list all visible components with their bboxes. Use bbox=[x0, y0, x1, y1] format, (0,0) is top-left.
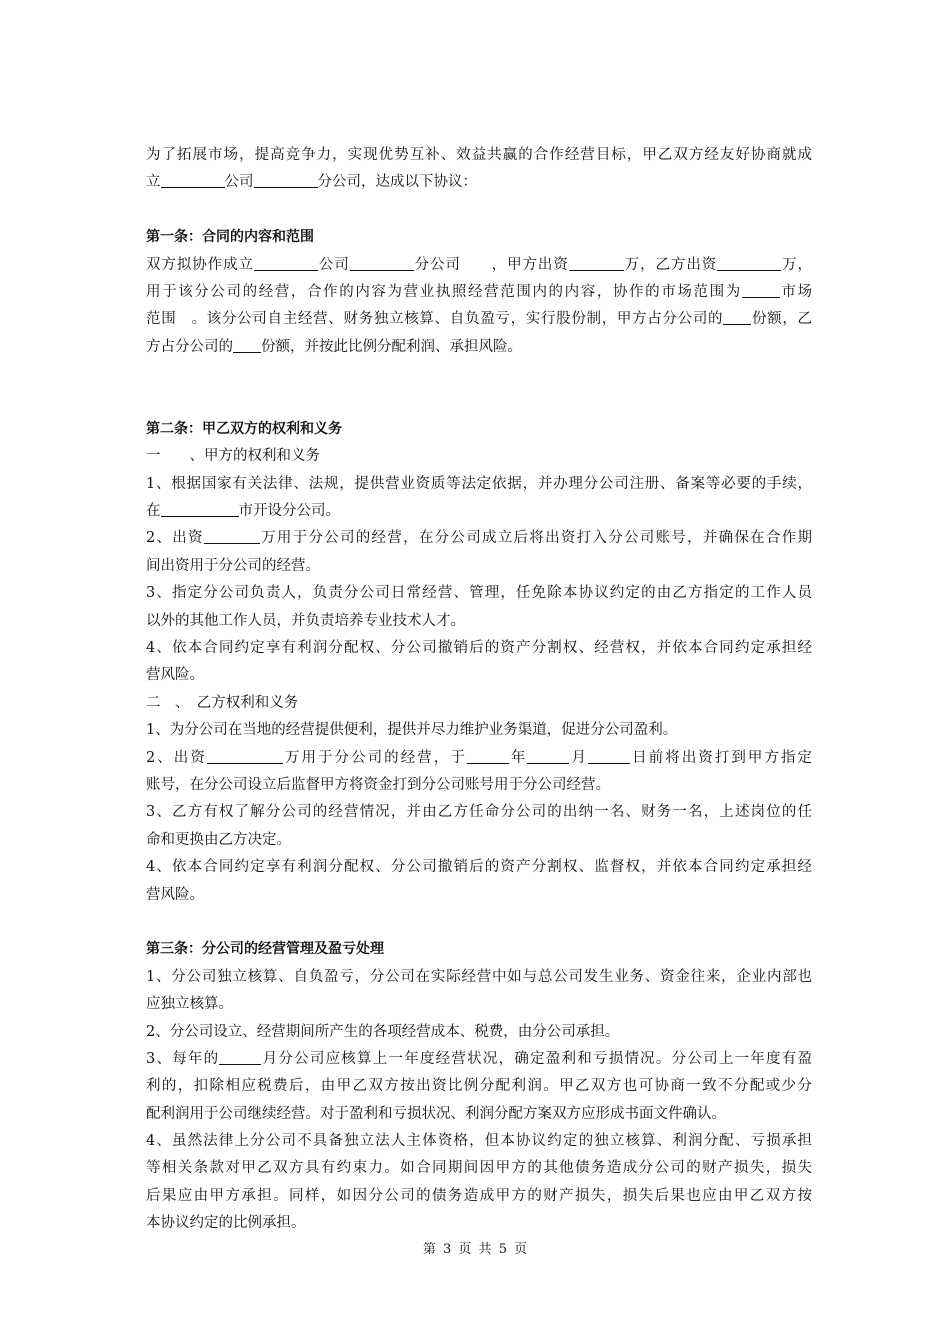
paragraph: 4、依本合同约定享有利润分配权、分公司撤销后的资产分割权、监督权，并依本合同约定承担经 bbox=[146, 859, 812, 876]
blank-line bbox=[467, 748, 509, 764]
paragraph: 营风险。 bbox=[146, 886, 204, 903]
blank-line bbox=[569, 255, 624, 271]
paragraph: 范围 。该分公司自主经营、财务独立核算、自负盈亏，实行股份制，甲方占分公司的 份额，乙 bbox=[146, 311, 813, 328]
paragraph: 用于该分公司的经营，合作的内容为营业执照经营范围内的内容，协作的市场范围为 市场 bbox=[146, 283, 813, 300]
paragraph: 以外的其他工作人员，并负责培养专业技术人才。 bbox=[146, 612, 465, 629]
paragraph: 2、分公司设立、经营期间所产生的各项经营成本、税费，由分公司承担。 bbox=[146, 1023, 620, 1040]
paragraph: 为了拓展市场，提高竞争力，实现优势互补、效益共赢的合作经营目标，甲乙双方经友好协商就成 bbox=[146, 147, 812, 163]
paragraph: 配利润用于公司继续经营。对于盈利和亏损状况、利润分配方案双方应形成书面文件确认。 bbox=[146, 1105, 726, 1122]
paragraph: 4、虽然法律上分公司不具备独立法人主体资格，但本协议约定的独立核算、利润分配、亏损承担 bbox=[146, 1133, 812, 1150]
paragraph: 命和更换由乙方决定。 bbox=[146, 831, 291, 848]
paragraph: 等相关条款对甲乙双方具有约束力。如合同期间因甲方的其他债务造成分公司的财产损失，损失 bbox=[146, 1160, 812, 1177]
paragraph: 在 市开设分公司。 bbox=[146, 503, 340, 520]
paragraph: 1、根据国家有关法律、法规，提供营业资质等法定依据，并办理分公司注册、备案等必要的手续， bbox=[146, 475, 812, 492]
blank-line bbox=[233, 337, 261, 353]
paragraph: 1、分公司独立核算、自负盈亏，分公司在实际经营中如与总公司发生业务、资金往来，企业内部也 bbox=[146, 968, 812, 985]
blank-line bbox=[161, 172, 225, 188]
paragraph: 双方拟协作成立 公司 分公司 ，甲方出资 万，乙方出资 万， bbox=[146, 256, 813, 273]
paragraph: 间出资用于分公司的经营。 bbox=[146, 557, 320, 574]
paragraph: 营风险。 bbox=[146, 667, 204, 684]
contract-body bbox=[146, 142, 812, 1238]
paragraph: 应独立核算。 bbox=[146, 996, 233, 1013]
paragraph: 2、出资 万用于分公司的经营，在分公司成立后将出资打入分公司账号，并确保在合作期 bbox=[146, 530, 813, 547]
paragraph: 2、出资 万用于分公司的经营，于 年 月 日前将出资打到甲方指定 bbox=[146, 749, 813, 766]
paragraph: 账号，在分公司设立后监督甲方将资金打到分公司账号用于分公司经营。 bbox=[146, 776, 610, 793]
paragraph: 方占分公司的 份额，并按此比例分配利润、承担风险。 bbox=[146, 338, 522, 355]
blank-line bbox=[219, 1049, 261, 1065]
blank-line bbox=[254, 172, 318, 188]
blank-line bbox=[588, 748, 630, 764]
paragraph: 4、依本合同约定享有利润分配权、分公司撤销后的资产分割权、经营权，并依本合同约定承担经 bbox=[146, 640, 812, 657]
paragraph: 后果应由甲方承担。同样，如因分公司的债务造成甲方的财产损失，损失后果也应由甲乙双方按 bbox=[146, 1187, 812, 1204]
section-heading: 第一条：合同的内容和范围 bbox=[146, 229, 314, 246]
blank-line bbox=[350, 255, 414, 271]
paragraph: 立 公司 分公司，达成以下协议： bbox=[146, 174, 477, 191]
page-number: 第 3 页 共 5 页 bbox=[422, 1242, 528, 1257]
subheading: 一 、甲方的权利和义务 bbox=[146, 448, 320, 465]
blank-line bbox=[204, 528, 260, 544]
subheading: 二 、 乙方权利和义务 bbox=[146, 694, 299, 711]
paragraph: 1、为分公司在当地的经营提供便利，提供并尽力维护业务渠道，促进分公司盈利。 bbox=[146, 722, 678, 739]
section-heading: 第三条：分公司的经营管理及盈亏处理 bbox=[146, 941, 384, 958]
paragraph: 3、指定分公司负责人，负责分公司日常经营、管理，任免除本协议约定的由乙方指定的工作人员 bbox=[146, 585, 812, 602]
blank-line bbox=[527, 748, 569, 764]
section-heading: 第二条：甲乙双方的权利和义务 bbox=[146, 420, 342, 437]
blank-line bbox=[717, 255, 781, 271]
paragraph: 本协议约定的比例承担。 bbox=[146, 1215, 306, 1232]
blank-line bbox=[207, 748, 283, 764]
paragraph: 3、乙方有权了解分公司的经营情况，并由乙方任命分公司的出纳一名、财务一名，上述岗位的任 bbox=[146, 804, 812, 821]
blank-line bbox=[723, 309, 751, 325]
blank-line bbox=[161, 501, 239, 517]
paragraph: 利的，扣除相应税费后，由甲乙双方按出资比例分配利润。甲乙双方也可协商一致不分配或少分 bbox=[146, 1078, 812, 1095]
paragraph: 3、每年的 月分公司应核算上一年度经营状况，确定盈利和亏损情况。分公司上一年度有盈 bbox=[146, 1050, 812, 1067]
blank-line bbox=[742, 282, 780, 298]
blank-line bbox=[254, 255, 318, 271]
